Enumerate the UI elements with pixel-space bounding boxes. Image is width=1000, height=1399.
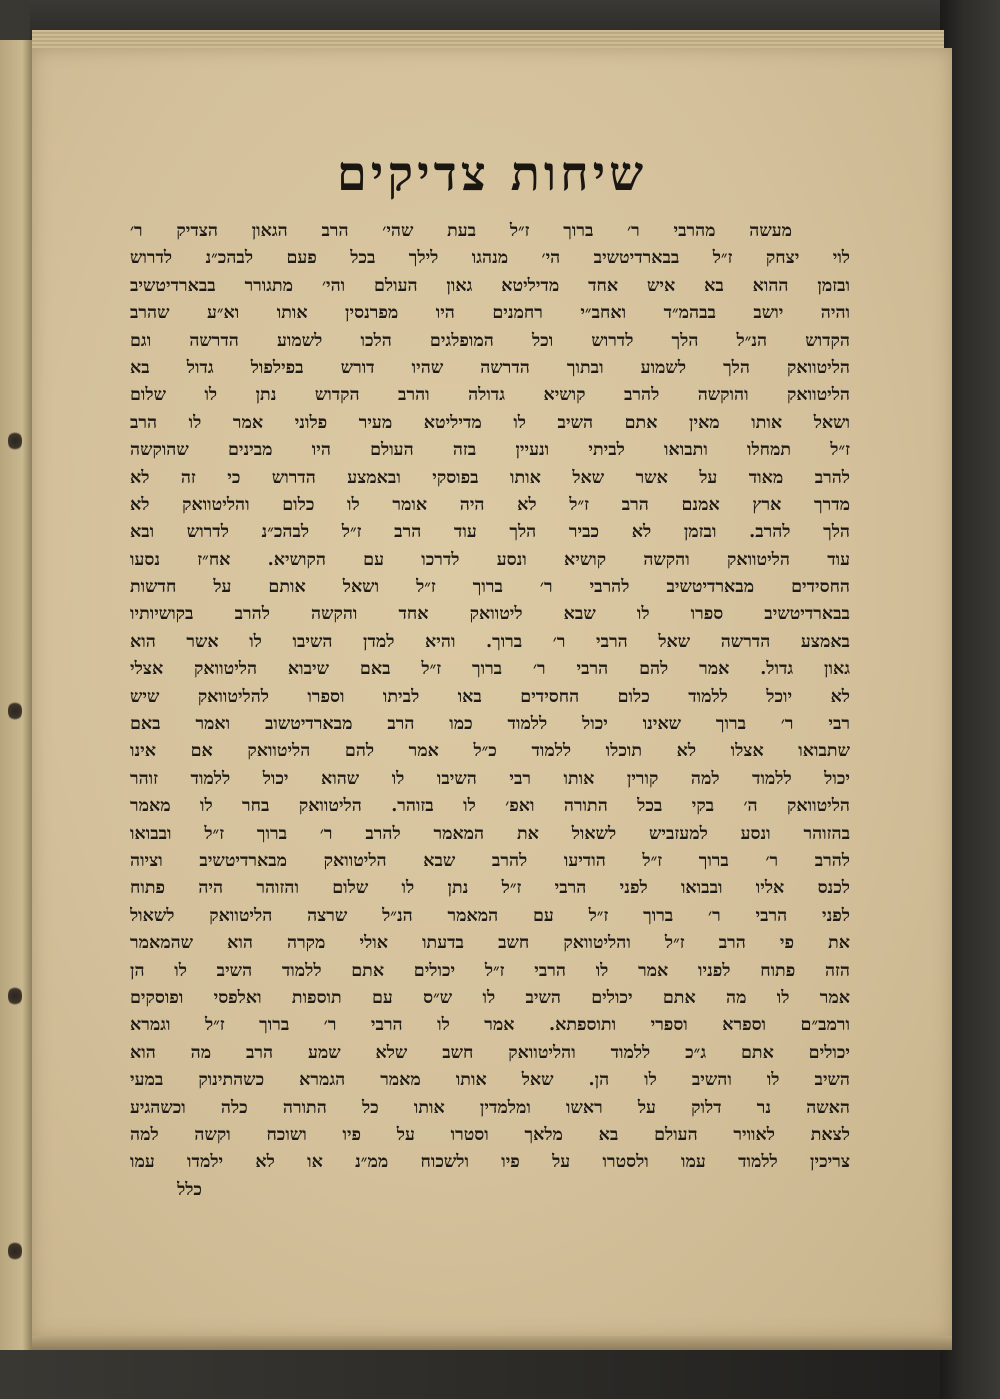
text-line: כלל (177, 1179, 202, 1200)
text-line: שתבואו אצלו לא תוכלו ללמוד כ״ל אמר להם הליטוואק אם אינו (130, 741, 850, 762)
binding-stitch (8, 985, 22, 1007)
binding-stitch (8, 1240, 22, 1262)
opposite-page-edge (0, 40, 34, 1350)
page-title: שיחות צדיקים (336, 146, 648, 202)
text-line: הקדוש הנ״ל הלך לדרוש וכל המופלגים הלכו לשמוע הדרשה וגם (130, 330, 850, 351)
text-line: ובזמן ההוא בא איש אחד מדיליטא גאון העולם והי׳ מתגורר בבארדיטשיב (130, 275, 850, 296)
text-line: רבי ר׳ ברוך שאינו יכול ללמוד כמו הרב מבארדיטשוב ואמר באם (130, 714, 850, 735)
text-line: יכולים אתם ג״כ ללמוד והליטוואק חשב שלא שמע הרב מה הוא (130, 1042, 850, 1063)
text-line: באמצע הדרשה שאל הרבי ר׳ ברוך. והיא למדן השיבו לו אשר הוא (130, 631, 850, 652)
text-line: השיב לו והשיב לו הן. שאל אותו מאמר הגמרא כשהתינוק במעי (130, 1070, 850, 1091)
text-line: צריכין ללמוד עמו ולסטרו על פיו ולשכוח ממ״נ או לא ילמדו עמו (130, 1152, 850, 1173)
text-line: לכנס אליו ובבואו לפני הרבי ז״ל נתן לו שלום והזוהר היה פתוח (130, 878, 850, 899)
text-line: החסידים מבארדיטשיב להרבי ר׳ ברוך ז״ל ושאל אותם על חדשות (130, 577, 850, 598)
text-line: יכול ללמוד למה קורין אותו רבי השיבו לו שהוא יכול ללמוד זוהר (130, 768, 850, 789)
text-line: ז״ל תמחלו ותבואו לביתי ונעיין בזה העולם היו מבינים שהוקשה (130, 440, 850, 461)
text-line: לפני הרבי ר׳ ברוך ז״ל עם המאמר הנ״ל שרצה הליטוואק לשאול (130, 905, 850, 926)
text-line: להרב ר׳ ברוך ז״ל הודיעו להרב שבא הליטוואק מבארדיטשיב וציוה (130, 850, 850, 871)
text-line: אמר לו מה אתם יכולים השיב לו ש״ס עם תוספות ואלפסי ופוסקים (130, 987, 850, 1008)
text-line: עוד הליטוואק והקשה קושיא ונסע לדרכו עם הקושיא. אח״ז נסעו (130, 549, 850, 570)
text-line: את פי הרב ז״ל והליטוואק חשב בדעתו אולי מקרה הוא שהמאמר (130, 933, 850, 954)
text-line: הליטוואק ה׳ בקי בכל התורה ואפ׳ לו בזוהר. הליטוואק בחר לו מאמר (130, 796, 850, 817)
text-line: האשה נר דלוק על ראשו ומלמדין אותו כל התורה כלה וכשהגיע (130, 1097, 850, 1118)
book-page (32, 48, 952, 1338)
text-line: הלך להרב. ובזמן לא כביר הלך עוד הרב ז״ל לבהכ״נ לדרוש ובא (130, 522, 850, 543)
text-line: גאון גדול. אמר להם הרבי ר׳ ברוך ז״ל באם שיבוא הליטוואק אצלי (130, 659, 850, 680)
text-line: הזה פתוח לפניו אמר לו הרבי ז״ל יכולים אתם ללמוד השיב לו הן (130, 960, 850, 981)
binding-stitch (8, 430, 22, 452)
body-text (130, 218, 850, 1204)
text-line: בהזוהר ונסע למעזביש לשאול את המאמר להרב ר׳ ברוך ז״ל ובבואו (130, 823, 850, 844)
text-line: הליטוואק הלך לשמוע ובתוך הדרשה שהיו דורש בפילפול גדול בא (130, 357, 850, 378)
text-line: והיה יושב בבהמ״ד ואחב״י רחמנים היו מפרנסין אותו וא״ע שהרב (130, 303, 850, 324)
text-line: לצאת לאוויר העולם בא מלאך וסטרו על פיו ושוכח וקשה למה (130, 1124, 850, 1145)
page-bottom-edge (32, 1336, 952, 1350)
text-line: ושאל אותו מאין אתם השיב לו מדיליטא מעיר פלוני אמר לו הרב (130, 412, 850, 433)
text-line: מעשה מהרבי ר׳ ברוך ז״ל בעת שהי׳ הרב הגאון הצדיק ר׳ (130, 221, 792, 241)
text-line: להרב מאוד על אשר שאל אותו בפוסקי ובאמצע הדרוש כי זה לא (130, 467, 850, 488)
binding-stitch (8, 700, 22, 722)
text-line: לוי יצחק ז״ל בבארדיטשיב הי׳ מנהגו לילך בכל פעם לבהכ״נ לדרוש (130, 248, 850, 269)
text-line: הליטוואק והוקשה להרב קושיא גדולה והרב הקדוש נתן לו שלום (130, 385, 850, 406)
text-line: ורמב״ם וספרא וספרי ותוספתא. אמר לו הרבי ר׳ ברוך ז״ל וגמרא (130, 1015, 850, 1036)
text-line: בבארדיטשיב ספרו לו שבא ליטוואק אחד והקשה להרב בקושיותיו (130, 604, 850, 625)
text-line: מדרך ארץ אמנם הרב ז״ל לא היה אומר לו כלום והליטוואק לא (130, 494, 850, 515)
text-line: לא יוכל ללמוד כלום החסידים באו לביתו וספרו להליטוואק שיש (130, 686, 850, 707)
